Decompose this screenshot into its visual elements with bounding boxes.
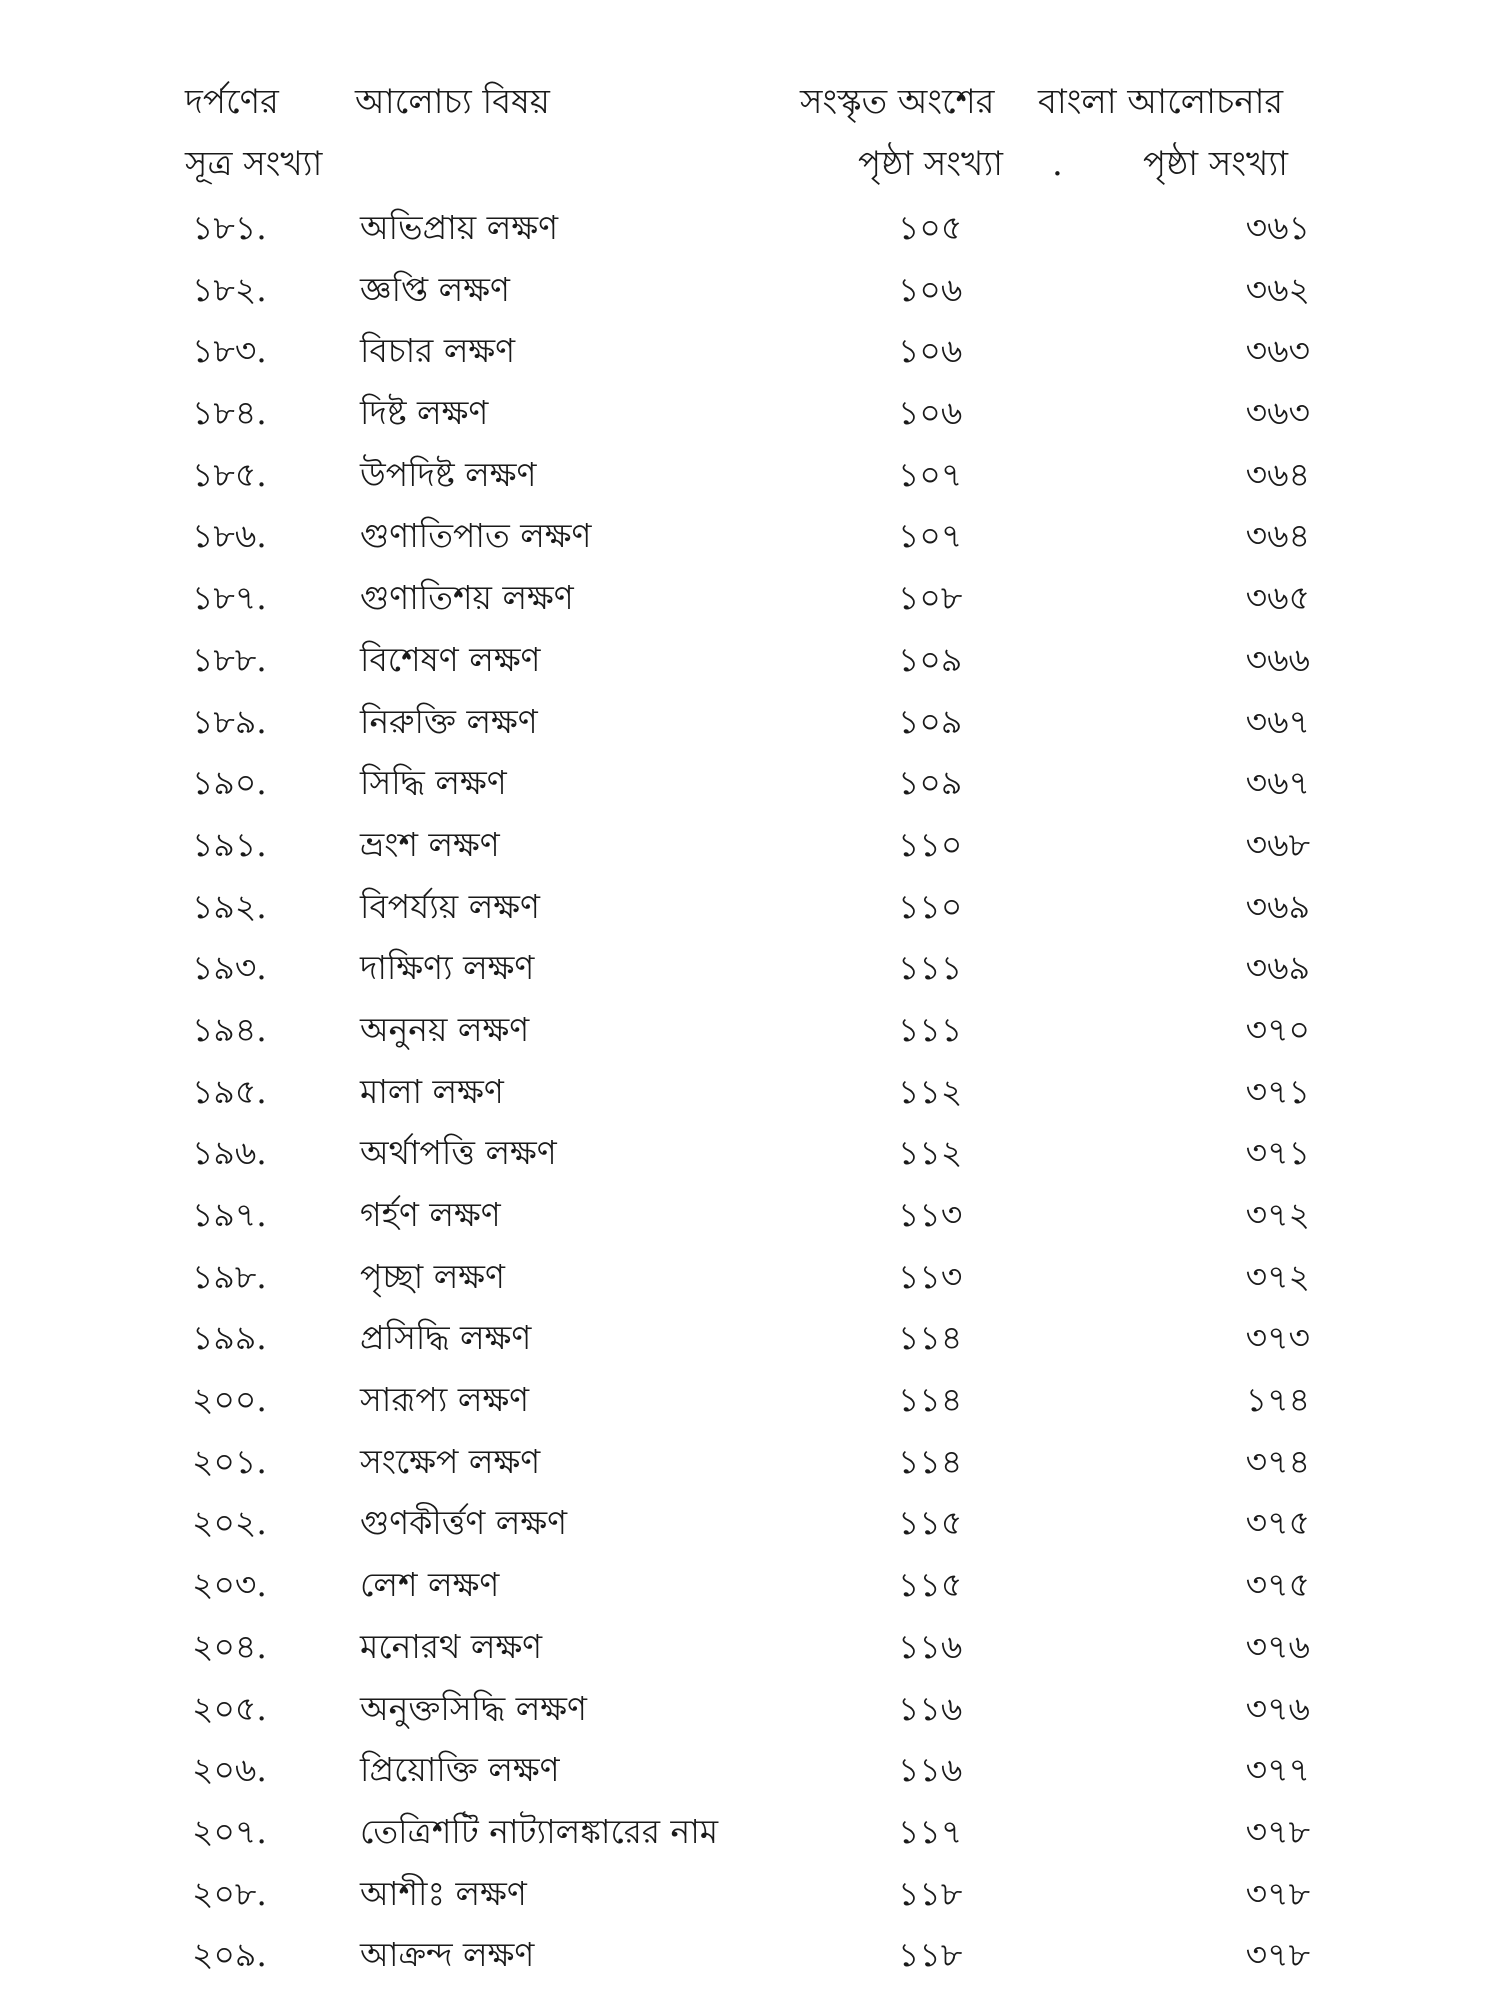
sanskrit-page: ১১৩ <box>898 1195 963 1234</box>
topic-name: মালা লক্ষণ <box>360 1071 504 1111</box>
bangla-page: ৩৭৭ <box>1245 1750 1310 1790</box>
table-row <box>0 751 1500 813</box>
sutra-number: ১৮৬. <box>192 516 267 556</box>
sanskrit-page: ১১১ <box>898 1009 963 1049</box>
sutra-number: ১৯৫. <box>192 1071 267 1111</box>
bangla-page: ৩৬২ <box>1245 269 1310 309</box>
sanskrit-page: ১১৮ <box>898 1935 963 1975</box>
table-row <box>0 1615 1500 1677</box>
sanskrit-page: ১১৬ <box>898 1750 963 1790</box>
sutra-number: ২০১. <box>192 1441 267 1481</box>
sanskrit-page: ১০৭ <box>898 516 963 556</box>
table-row <box>0 566 1500 628</box>
sanskrit-page: ১০৫ <box>898 208 963 247</box>
bangla-page: ৩৭৮ <box>1245 1873 1310 1913</box>
topic-name: দাক্ষিণ্য লক্ষণ <box>360 948 535 988</box>
sanskrit-page: ১০৮ <box>898 578 963 618</box>
bangla-page: ৩৬৩ <box>1245 393 1310 433</box>
sutra-number: ১৯১. <box>192 824 267 864</box>
sanskrit-page: ১০৬ <box>898 393 963 433</box>
sanskrit-page: ১০৯ <box>898 763 963 803</box>
sutra-number: ২০৫. <box>192 1688 267 1728</box>
table-row <box>0 936 1500 998</box>
sutra-number: ১৯৪. <box>192 1009 267 1049</box>
bangla-page: ৩৭১ <box>1245 1133 1310 1173</box>
bangla-page: ৩৭২ <box>1245 1195 1310 1234</box>
sanskrit-page: ১১১ <box>898 948 963 988</box>
bangla-page: ৩৬৬ <box>1245 639 1310 679</box>
table-row <box>0 1862 1500 1924</box>
table-row <box>0 690 1500 752</box>
table-row <box>0 1060 1500 1122</box>
header-separator: . <box>1052 144 1063 184</box>
sutra-number: ১৮৯. <box>192 701 267 741</box>
sanskrit-page: ১১৬ <box>898 1626 963 1666</box>
sutra-number: ১৮১. <box>192 208 267 247</box>
topic-name: আশীঃ লক্ষণ <box>360 1873 527 1913</box>
bangla-page: ৩৭৬ <box>1245 1688 1310 1728</box>
topic-name: নিরুক্তি লক্ষণ <box>360 701 538 741</box>
bangla-page: ৩৭৫ <box>1245 1565 1310 1605</box>
bangla-page: ৩৬৭ <box>1245 763 1310 803</box>
bangla-page: ১৭৪ <box>1245 1380 1310 1420</box>
bangla-page: ৩৭৩ <box>1245 1318 1310 1358</box>
bangla-page: ৩৭৫ <box>1245 1503 1310 1543</box>
sutra-number: ১৮৪. <box>192 393 267 433</box>
bangla-page: ৩৬৪ <box>1245 454 1310 494</box>
header-topic: আলোচ্য বিষয় <box>355 82 550 122</box>
topic-name: গুণকীর্ত্তণ লক্ষণ <box>360 1503 568 1543</box>
sutra-number: ১৮৮. <box>192 639 267 679</box>
sutra-number: ২০০. <box>192 1380 267 1420</box>
topic-name: তেত্রিশটি নাট্যালঙ্কারের নাম <box>360 1811 719 1851</box>
bangla-page: ৩৭২ <box>1245 1256 1310 1296</box>
table-row <box>0 258 1500 320</box>
topic-name: দিষ্ট লক্ষণ <box>360 393 489 433</box>
sutra-number: ১৯০. <box>192 763 267 803</box>
topic-name: জ্ঞপ্তি লক্ষণ <box>360 269 510 309</box>
topic-name: অনুক্তসিদ্ধি লক্ষণ <box>360 1688 587 1728</box>
sanskrit-page: ১০৭ <box>898 454 963 494</box>
table-header <box>0 72 1500 202</box>
sanskrit-page: ১১৬ <box>898 1688 963 1728</box>
sanskrit-page: ১১৪ <box>898 1380 963 1420</box>
sutra-number: ১৯৮. <box>192 1256 267 1296</box>
topic-name: পৃচ্ছা লক্ষণ <box>360 1256 505 1296</box>
table-row <box>0 1368 1500 1430</box>
table-row <box>0 1491 1500 1553</box>
header-sanskrit-line1: সংস্কৃত অংশের <box>800 82 995 122</box>
sutra-number: ১৮৭. <box>192 578 267 618</box>
sanskrit-page: ১১০ <box>898 886 963 926</box>
bangla-page: ৩৭৮ <box>1245 1811 1310 1851</box>
topic-name: আক্রন্দ লক্ষণ <box>360 1935 535 1975</box>
bangla-page: ৩৬৯ <box>1245 948 1310 988</box>
bangla-page: ৩৬৮ <box>1245 824 1310 864</box>
table-row <box>0 813 1500 875</box>
sanskrit-page: ১১৪ <box>898 1441 963 1481</box>
topic-name: সংক্ষেপ লক্ষণ <box>360 1441 541 1481</box>
topic-name: গুণাতিপাত লক্ষণ <box>360 516 592 556</box>
sanskrit-page: ১১৫ <box>898 1565 963 1605</box>
topic-name: প্রসিদ্ধি লক্ষণ <box>360 1318 532 1358</box>
bangla-page: ৩৭৮ <box>1245 1935 1310 1975</box>
topic-name: বিচার লক্ষণ <box>360 331 516 371</box>
table-row <box>0 1553 1500 1615</box>
topic-name: সিদ্ধি লক্ষণ <box>360 763 507 803</box>
sanskrit-page: ১১২ <box>898 1071 963 1111</box>
sanskrit-page: ১১৪ <box>898 1318 963 1358</box>
sanskrit-page: ১১৮ <box>898 1873 963 1913</box>
table-row <box>0 1923 1500 1985</box>
topic-name: লেশ লক্ষণ <box>360 1565 500 1605</box>
topic-name: প্রিয়োক্তি লক্ষণ <box>360 1750 560 1790</box>
table-row <box>0 196 1500 258</box>
bangla-page: ৩৭০ <box>1245 1009 1310 1049</box>
bangla-page: ৩৭৬ <box>1245 1626 1310 1666</box>
table-row <box>0 504 1500 566</box>
bangla-page: ৩৬৩ <box>1245 331 1310 371</box>
topic-name: বিপর্য্যয় লক্ষণ <box>360 886 540 926</box>
sutra-number: ১৮৩. <box>192 331 267 371</box>
sutra-number: ২০৩. <box>192 1565 267 1605</box>
sutra-number: ১৮৫. <box>192 454 267 494</box>
table-row <box>0 1738 1500 1800</box>
bangla-page: ৩৬৯ <box>1245 886 1310 926</box>
topic-name: বিশেষণ লক্ষণ <box>360 639 541 679</box>
table-row <box>0 1183 1500 1245</box>
topic-name: গর্হণ লক্ষণ <box>360 1195 501 1234</box>
sutra-number: ২০৮. <box>192 1873 267 1913</box>
sutra-number: ১৮২. <box>192 269 267 309</box>
table-body <box>0 196 1500 1985</box>
header-sutra-line2: সূত্র সংখ্যা <box>185 144 323 184</box>
table-row <box>0 875 1500 937</box>
bangla-page: ৩৬৭ <box>1245 701 1310 741</box>
header-bangla-line2: পৃষ্ঠা সংখ্যা <box>1143 144 1289 184</box>
table-row <box>0 1245 1500 1307</box>
header-sanskrit-line2: পৃষ্ঠা সংখ্যা <box>858 144 1004 184</box>
sanskrit-page: ১০৬ <box>898 269 963 309</box>
bangla-page: ৩৬৫ <box>1245 578 1310 618</box>
sanskrit-page: ১০৯ <box>898 701 963 741</box>
sutra-number: ১৯২. <box>192 886 267 926</box>
bangla-page: ৩৭৪ <box>1245 1441 1310 1481</box>
topic-name: অনুনয় লক্ষণ <box>360 1009 530 1049</box>
sutra-number: ১৯৭. <box>192 1195 267 1234</box>
sutra-number: ২০৪. <box>192 1626 267 1666</box>
table-row <box>0 319 1500 381</box>
header-sutra-line1: দর্পণের <box>185 82 279 122</box>
sutra-number: ২০৯. <box>192 1935 267 1975</box>
sutra-number: ২০৭. <box>192 1811 267 1851</box>
topic-name: ভ্রংশ লক্ষণ <box>360 824 500 864</box>
sanskrit-page: ১১৩ <box>898 1256 963 1296</box>
sanskrit-page: ১১৫ <box>898 1503 963 1543</box>
sutra-number: ১৯৯. <box>192 1318 267 1358</box>
table-row <box>0 443 1500 505</box>
header-bangla-line1: বাংলা আলোচনার <box>1038 82 1284 122</box>
sutra-number: ১৯৬. <box>192 1133 267 1173</box>
table-row <box>0 1430 1500 1492</box>
sanskrit-page: ১১২ <box>898 1133 963 1173</box>
table-row <box>0 998 1500 1060</box>
sutra-number: ২০২. <box>192 1503 267 1543</box>
table-row <box>0 381 1500 443</box>
table-row <box>0 1677 1500 1739</box>
table-row <box>0 1306 1500 1368</box>
sutra-number: ১৯৩. <box>192 948 267 988</box>
bangla-page: ৩৭১ <box>1245 1071 1310 1111</box>
sutra-number: ২০৬. <box>192 1750 267 1790</box>
topic-name: উপদিষ্ট লক্ষণ <box>360 454 537 494</box>
sanskrit-page: ১১৭ <box>898 1811 963 1851</box>
table-row <box>0 1121 1500 1183</box>
table-row <box>0 628 1500 690</box>
topic-name: অর্থাপত্তি লক্ষণ <box>360 1133 557 1173</box>
topic-name: অভিপ্রায় লক্ষণ <box>360 208 559 247</box>
sanskrit-page: ১০৬ <box>898 331 963 371</box>
topic-name: সারূপ্য লক্ষণ <box>360 1380 530 1420</box>
topic-name: মনোরথ লক্ষণ <box>360 1626 543 1666</box>
bangla-page: ৩৬১ <box>1245 208 1310 247</box>
sanskrit-page: ১১০ <box>898 824 963 864</box>
sanskrit-page: ১০৯ <box>898 639 963 679</box>
table-row <box>0 1800 1500 1862</box>
topic-name: গুণাতিশয় লক্ষণ <box>360 578 574 618</box>
bangla-page: ৩৬৪ <box>1245 516 1310 556</box>
